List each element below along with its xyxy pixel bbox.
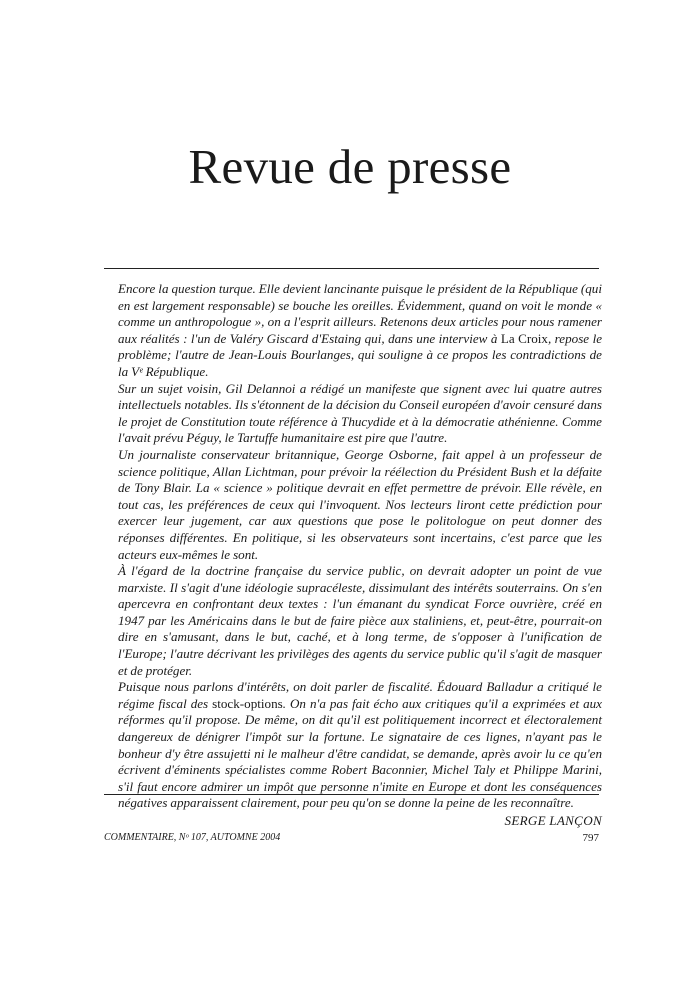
page-number: 797 — [582, 832, 599, 844]
newspaper-title: La Croix — [500, 330, 548, 346]
paragraph-1: Encore la question turque. Elle devient lancinante puisque le président de la République (qui en est largement responsable) se bouche les oreilles. Évidemment, quand on voit le monde « comme un anthropologue », on a l'esprit ailleurs. Retenons deux articles pour nous ramener aux réalités : l'un de Valéry Giscard d'Estaing qui, dans une interview à La Croix, repose le problème; l'autre de Jean-Louis Bourlanges, qui souligne à ce propos les contradictions de la Vᵉ République. — [118, 281, 603, 379]
paragraph-2: Sur un sujet voisin, Gil Delannoi a rédigé un manifeste que signent avec lui quatre autres intellectuels notables. Ils s'étonnent de la décision du Conseil européen d'avoir censuré dans le projet de Constitution toute référence à Thucydide et à la démocratie athénienne. Comme l'avait prévu Péguy, le Tartuffe humanitaire est pire que l'autre. — [118, 380, 602, 446]
paragraph-5: Puisque nous parlons d'intérêts, on doit parler de fiscalité. Édouard Balladur a critiqué le régime fiscal des stock-options. On n'a pas fait écho aux critiques qu'il a exprimées et aux réformes qu'il propose. De même, on dit qu'il est politiquement incorrect et électoralement dangereux de dénigrer l'impôt sur la fortune. Le signataire de ces lignes, n'ayant pas le bonheur d'y être assujetti ni le malheur d'être candidat, se demande, après avoir lu ce qu'en écrivent d'éminents spécialistes comme Robert Baconnier, Michel Taly et Philippe Marini, s'il faut encore admirer un impôt que personne n'imite en Europe et dont les conséquences négatives apparaissent clairement, pour peu qu'on se donne la peine de les reconnaître. — [118, 679, 602, 811]
page-title: Revue de presse — [188, 139, 512, 194]
stock-options-term: stock-options — [212, 695, 283, 711]
paragraph-3: Un journaliste conservateur britannique, George Osborne, fait appel à un professeur de science politique, Allan Lichtman, pour prévoir la réélection du Président Bush et la défaite de Tony Blair. La « science » politique devrait en effet permettre de prévoir. Elle révèle, en tout cas, les préférences de ceux qui l'invoquent. Nos lecteurs liront cette prédiction pour exercer leur jugement, car aux questions que pose le politologue on peut donner des réponses différentes. En politique, si les observateurs sont incertains, c'est parce que les acteurs eux-mêmes le sont. — [118, 446, 602, 562]
page-footer — [104, 832, 599, 844]
article-body — [118, 281, 602, 830]
publication-info: COMMENTAIRE, Nᵒ 107, AUTOMNE 2004 — [104, 832, 281, 843]
top-divider — [104, 268, 599, 269]
bottom-divider — [104, 794, 599, 795]
paragraph-4: À l'égard de la doctrine française du service public, on devrait adopter un point de vue marxiste. Il s'agit d'une idéologie supracéleste, dissimulant des intérêts souterrains. On s'en apercevra en confrontant deux textes : l'un émanant du syndicat Force ouvrière, créé en 1947 par les Américains dans le but de faire pièce aux staliniens, et, peut-être, pourrait-on dire en s'amusant, dans le but, caché, et à long terme, de s'opposer à l'unification de l'Europe; l'autre décrivant les privilèges des agents du service public qu'il s'agit de masquer et de protéger. — [118, 563, 602, 678]
author-signature: SERGE LANÇON — [504, 813, 602, 828]
